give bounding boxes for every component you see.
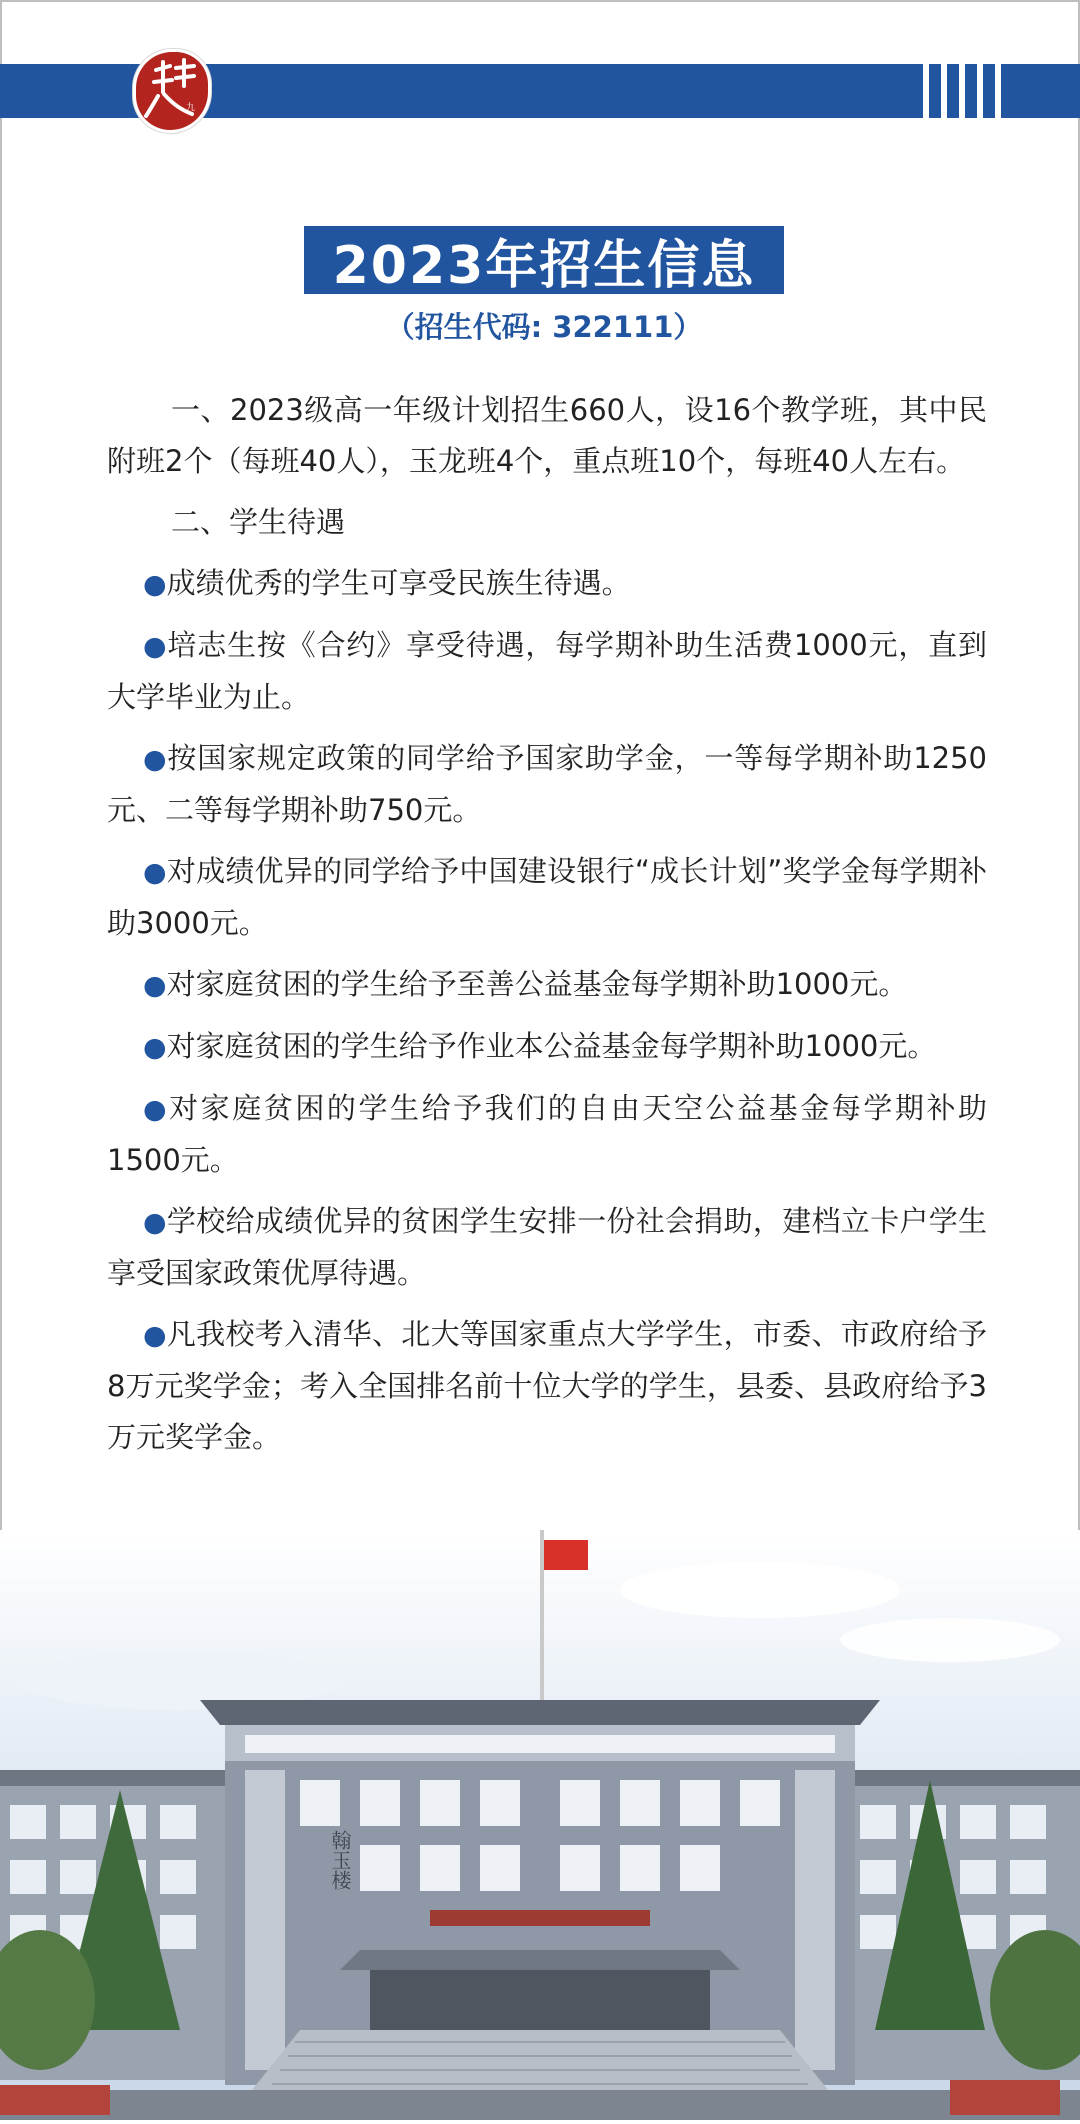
school-seal-icon	[136, 52, 208, 130]
header-stripes	[923, 64, 1003, 118]
section1-text: 一、2023级高一年级计划招生660人，设16个教学班，其中民附班2个（每班40人），玉龙班4个，重点班10个，每班40人左右。	[107, 393, 987, 478]
school-building-photo	[0, 1530, 1080, 2120]
admission-content	[107, 385, 987, 1473]
benefit-item: ●按国家规定政策的同学给予国家助学金，一等每学期补助1250元、二等每学期补助750元。	[107, 741, 988, 827]
bullet-dot-icon: ●	[143, 1207, 167, 1238]
benefit-item: ●对家庭贫困的学生给予我们的自由天空公益基金每学期补助1500元。	[107, 1091, 987, 1177]
bullet-dot-icon: ●	[143, 569, 167, 600]
benefit-item: ●对家庭贫困的学生给予至善公益基金每学期补助1000元。	[143, 967, 908, 1001]
bullet-dot-icon: ●	[143, 1320, 167, 1351]
benefit-item: ●成绩优秀的学生可享受民族生待遇。	[143, 566, 631, 600]
benefit-item: ●对家庭贫困的学生给予作业本公益基金每学期补助1000元。	[143, 1029, 937, 1063]
bullet-dot-icon: ●	[143, 970, 167, 1001]
bullet-dot-icon: ●	[143, 631, 168, 662]
benefit-item: ●培志生按《合约》享受待遇，每学期补助生活费1000元，直到大学毕业为止。	[107, 628, 988, 714]
svg-text:九: 九	[186, 103, 196, 113]
benefit-item: ●学校给成绩优异的贫困学生安排一份社会捐助，建档立卡户学生享受国家政策优厚待遇。	[107, 1204, 987, 1290]
bullet-dot-icon: ●	[143, 744, 168, 775]
bullet-dot-icon: ●	[143, 857, 167, 888]
enrollment-code: （招生代码: 322111）	[385, 310, 703, 344]
building-sign: 翰玉楼	[328, 1830, 352, 1890]
benefit-item: ●对成绩优异的同学给予中国建设银行“成长计划”奖学金每学期补助3000元。	[107, 854, 987, 940]
bullet-dot-icon: ●	[143, 1094, 170, 1125]
page-title: 2023年招生信息	[304, 226, 784, 294]
bullet-dot-icon: ●	[143, 1032, 167, 1063]
section2-heading: 二、学生待遇	[171, 505, 346, 539]
benefit-item: ●凡我校考入清华、北大等国家重点大学学生，市委、市政府给予8万元奖学金；考入全国排名前十位大学的学生，县委、县政府给予3万元奖学金。	[107, 1317, 987, 1454]
